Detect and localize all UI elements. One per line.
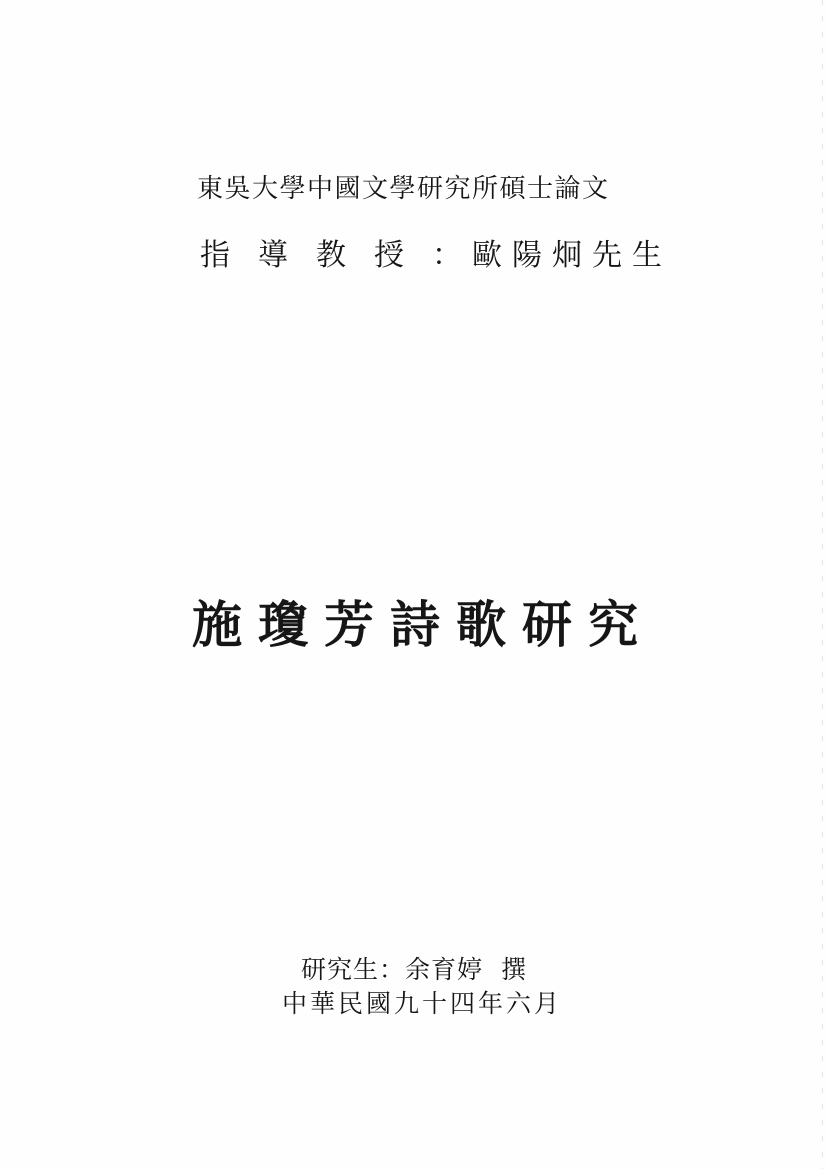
author-label: 研究生 [301, 957, 380, 984]
author-line [301, 958, 527, 983]
advisor-label: 指導教授 [200, 239, 432, 272]
scan-edge-artifact [822, 0, 823, 1169]
advisor-line [200, 241, 672, 271]
author-name: 余育婷 [405, 957, 484, 984]
advisor-colon: ： [432, 239, 472, 272]
institution-line: 東吳大學中國文學研究所碩士論文 [197, 174, 610, 203]
date-line: 中華民國九十四年六月 [282, 991, 563, 1018]
thesis-title: 施瓊芳詩歌研究 [192, 597, 654, 653]
author-suffix: 撰 [501, 957, 528, 984]
advisor-honorific: 先生 [592, 239, 672, 272]
author-colon: ： [379, 957, 406, 984]
advisor-name: 歐陽炯 [472, 239, 592, 272]
advisor-name-group [432, 239, 672, 272]
